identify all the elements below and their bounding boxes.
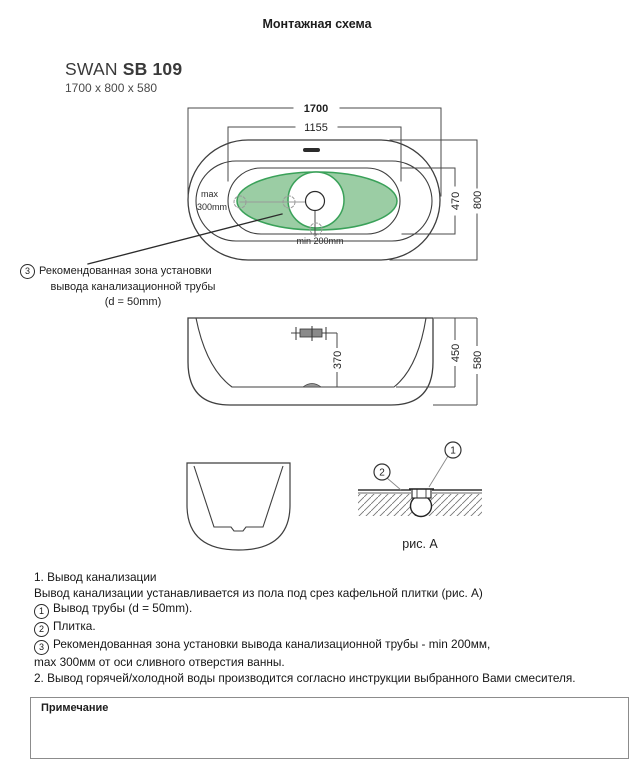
- end-view: [187, 463, 290, 550]
- product-model: SB 109: [122, 59, 183, 79]
- drain-hole: [306, 192, 325, 211]
- footer-note-title: Примечание: [41, 702, 109, 714]
- dim-1155-label: 1155: [304, 122, 328, 134]
- dim-1700-label: 1700: [303, 103, 329, 115]
- zone-note-line2: вывода канализационной трубы: [50, 280, 216, 293]
- tub-end-outline: [187, 463, 290, 550]
- dim-450-label: 450: [450, 343, 462, 363]
- note-item-3-continued: max 300мм от оси сливного отверстия ванны.: [34, 655, 285, 670]
- product-name: [65, 59, 182, 80]
- note-heading-2: 2. Вывод горячей/холодной воды производится согласно инструкции выбранного Вами смесителя.: [34, 671, 576, 686]
- page-title: Монтажная схема: [262, 17, 372, 31]
- detail-a-caption: рис. А: [402, 537, 438, 551]
- side-view: [188, 318, 484, 405]
- note-item-3: [34, 637, 634, 655]
- note-item-2-text: Плитка.: [53, 619, 96, 634]
- zone-note-line1: [20, 264, 246, 280]
- drain-pipe-circle: [411, 496, 432, 517]
- plan-view: [88, 103, 484, 264]
- note-item-3-marker: 3: [34, 640, 49, 655]
- dim-370-label: 370: [332, 350, 344, 370]
- callout-pipe-leader: [429, 456, 448, 487]
- product-size: 1700 x 800 x 580: [65, 81, 158, 95]
- note-item-1-marker: 1: [34, 604, 49, 619]
- dim-800-label: 800: [472, 190, 484, 210]
- max-offset-label-line2: 300mm: [197, 202, 228, 212]
- overflow-mark: [303, 148, 320, 152]
- callout-pipe-number: 1: [450, 445, 456, 457]
- note-item-1-text: Вывод трубы (d = 50mm).: [53, 601, 193, 616]
- note-item-2: [34, 619, 634, 637]
- zone-note: [20, 264, 246, 311]
- footer-note-box: [30, 697, 629, 759]
- callout-tile-number: 2: [379, 467, 385, 479]
- installation-notes: [34, 570, 634, 687]
- max-offset-label-line1: max: [201, 189, 219, 199]
- product-brand: SWAN: [65, 59, 118, 79]
- zone-note-line3: (d = 50mm): [104, 296, 162, 308]
- zone-note-marker: 3: [20, 264, 35, 279]
- note-item-1: [34, 601, 634, 619]
- note-item-3-text: Рекомендованная зона установки вывода канализационной трубы - min 200мм,: [53, 637, 491, 652]
- note-para-1: Вывод канализации устанавливается из пола под срез кафельной плитки (рис. А): [34, 585, 483, 600]
- note-item-2-marker: 2: [34, 622, 49, 637]
- callout-tile-leader: [387, 478, 401, 490]
- technical-drawing: [0, 88, 634, 568]
- dim-580-label: 580: [472, 350, 484, 370]
- zone-note-line1-text: Рекомендованная зона установки: [39, 265, 212, 277]
- drain-pipe-fitting: [409, 489, 434, 498]
- detail-a: [358, 442, 482, 551]
- dim-470-label: 470: [450, 191, 462, 211]
- min-offset-label: min 200mm: [296, 236, 344, 246]
- note-heading-1: 1. Вывод канализации: [34, 570, 157, 584]
